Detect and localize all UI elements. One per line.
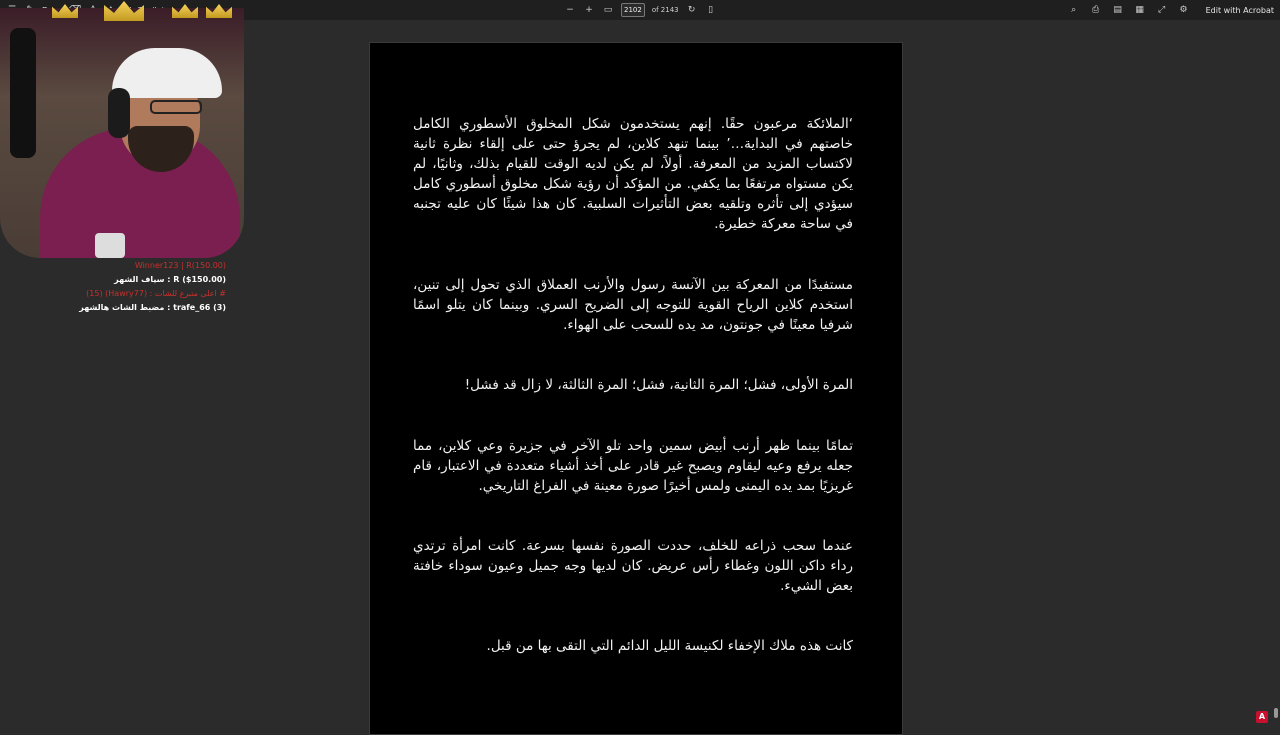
crown-icon <box>52 0 78 22</box>
crown-icon <box>206 0 232 22</box>
paragraph: مستفيدًا من المعركة بين الآنسة رسول والأرنب العملاق الذي تحول إلى تنين، استخدم كلاين الرياح القوية للتوجه إلى الضريح السري. وبينما كان يتلو اسمًا شرفيا معينًا في جونتون، مد يده للسحب على الهواء. <box>413 277 853 333</box>
scrollbar-thumb[interactable] <box>1274 708 1278 718</box>
overlay-line: Winner123 | R(150.00) <box>134 261 226 270</box>
print-icon[interactable]: ⎙ <box>1091 5 1100 15</box>
toolbar-right-group <box>1068 0 1274 20</box>
overlay-line: trafe_66 (3) : مضبط الشات هالشهر <box>79 303 226 312</box>
stream-overlay <box>36 259 226 315</box>
rotate-icon[interactable]: ↻ <box>687 5 696 15</box>
paragraph: كانت هذه ملاك الإخفاء لكنيسة الليل الدائم التي التقى بها من قبل. <box>486 638 853 654</box>
paragraph: ‘الملائكة مرعبون حقًا. إنهم يستخدمون شكل المخلوق الأسطوري الكامل خاصتهم في البداية…’ بينما تنهد كلاين، لم يجرؤ حتى على إلقاء نظرة ثانية لاكتساب المزيد من المعرفة. أولاً، لم يكن لديه الوقت للقيام بذلك، وثانيًا، لم يكن مستواه مرتفعًا بما يكفي. من المؤكد أن رؤية شكل مخلوق أسطوري كامل سيؤدي إلى تأثره وتلقيه بعض التأثيرات السلبية. كان هذا شيئًا كان عليه تجنبه في ساحة معركة خطيرة. <box>413 116 853 232</box>
paragraph: عندما سحب ذراعه للخلف، حددت الصورة نفسها بسرعة. كانت امرأة ترتدي رداء داكن اللون وغطاء رأس عريض. كان لديها وجه جميل وعيون سوداء خافتة بعض الشيء. <box>413 538 853 594</box>
zoom-out-icon[interactable]: − <box>566 5 574 15</box>
acrobat-icon[interactable]: A <box>1256 711 1268 723</box>
zoom-in-icon[interactable]: + <box>585 5 593 15</box>
headphones-icon <box>108 88 130 138</box>
page-view-icon[interactable]: ▯ <box>708 5 714 15</box>
toolbar-page-controls <box>564 0 717 20</box>
page-number-input[interactable]: 2102 <box>621 3 645 17</box>
settings-icon[interactable]: ⚙ <box>1179 5 1188 15</box>
webcam-overlay <box>0 8 244 258</box>
paragraph: المرة الأولى، فشل؛ المرة الثانية، فشل؛ المرة الثالثة، لا زال قد فشل! <box>464 377 853 393</box>
overlay-line: R ($150.00) : سياف الشهر <box>114 275 226 284</box>
paragraph: تمامًا بينما ظهر أرنب أبيض سمين واحد تلو الآخر في جزيرة وعي كلاين، مما جعله يرفع وعيه ليقاوم ويصبح غير قادر على أخذ أشياء متعددة في الاعتبار، قام غريزيًا بمد يده اليمنى ولمس أخيرًا صورة معينة في الفراغ التاريخي. <box>413 438 853 494</box>
fit-page-icon[interactable]: ▭ <box>603 5 613 15</box>
save-icon[interactable]: ▤ <box>1113 5 1122 15</box>
pdf-page <box>370 43 902 734</box>
fullscreen-icon[interactable]: ⤢ <box>1157 5 1166 15</box>
microphone-icon <box>10 28 36 158</box>
crown-icon <box>104 0 144 22</box>
edit-with-acrobat-button[interactable]: Edit with Acrobat <box>1205 5 1274 15</box>
glasses-icon <box>150 100 202 114</box>
search-icon[interactable]: ⌕ <box>1071 5 1077 15</box>
page-total-label: of 2143 <box>651 6 679 14</box>
overlay-line: # اعلى متبرع للشات : (Hawry77) (15) <box>86 289 226 298</box>
save-as-icon[interactable]: ▦ <box>1135 5 1144 15</box>
crown-icon <box>172 0 198 22</box>
cup-icon <box>95 233 125 258</box>
